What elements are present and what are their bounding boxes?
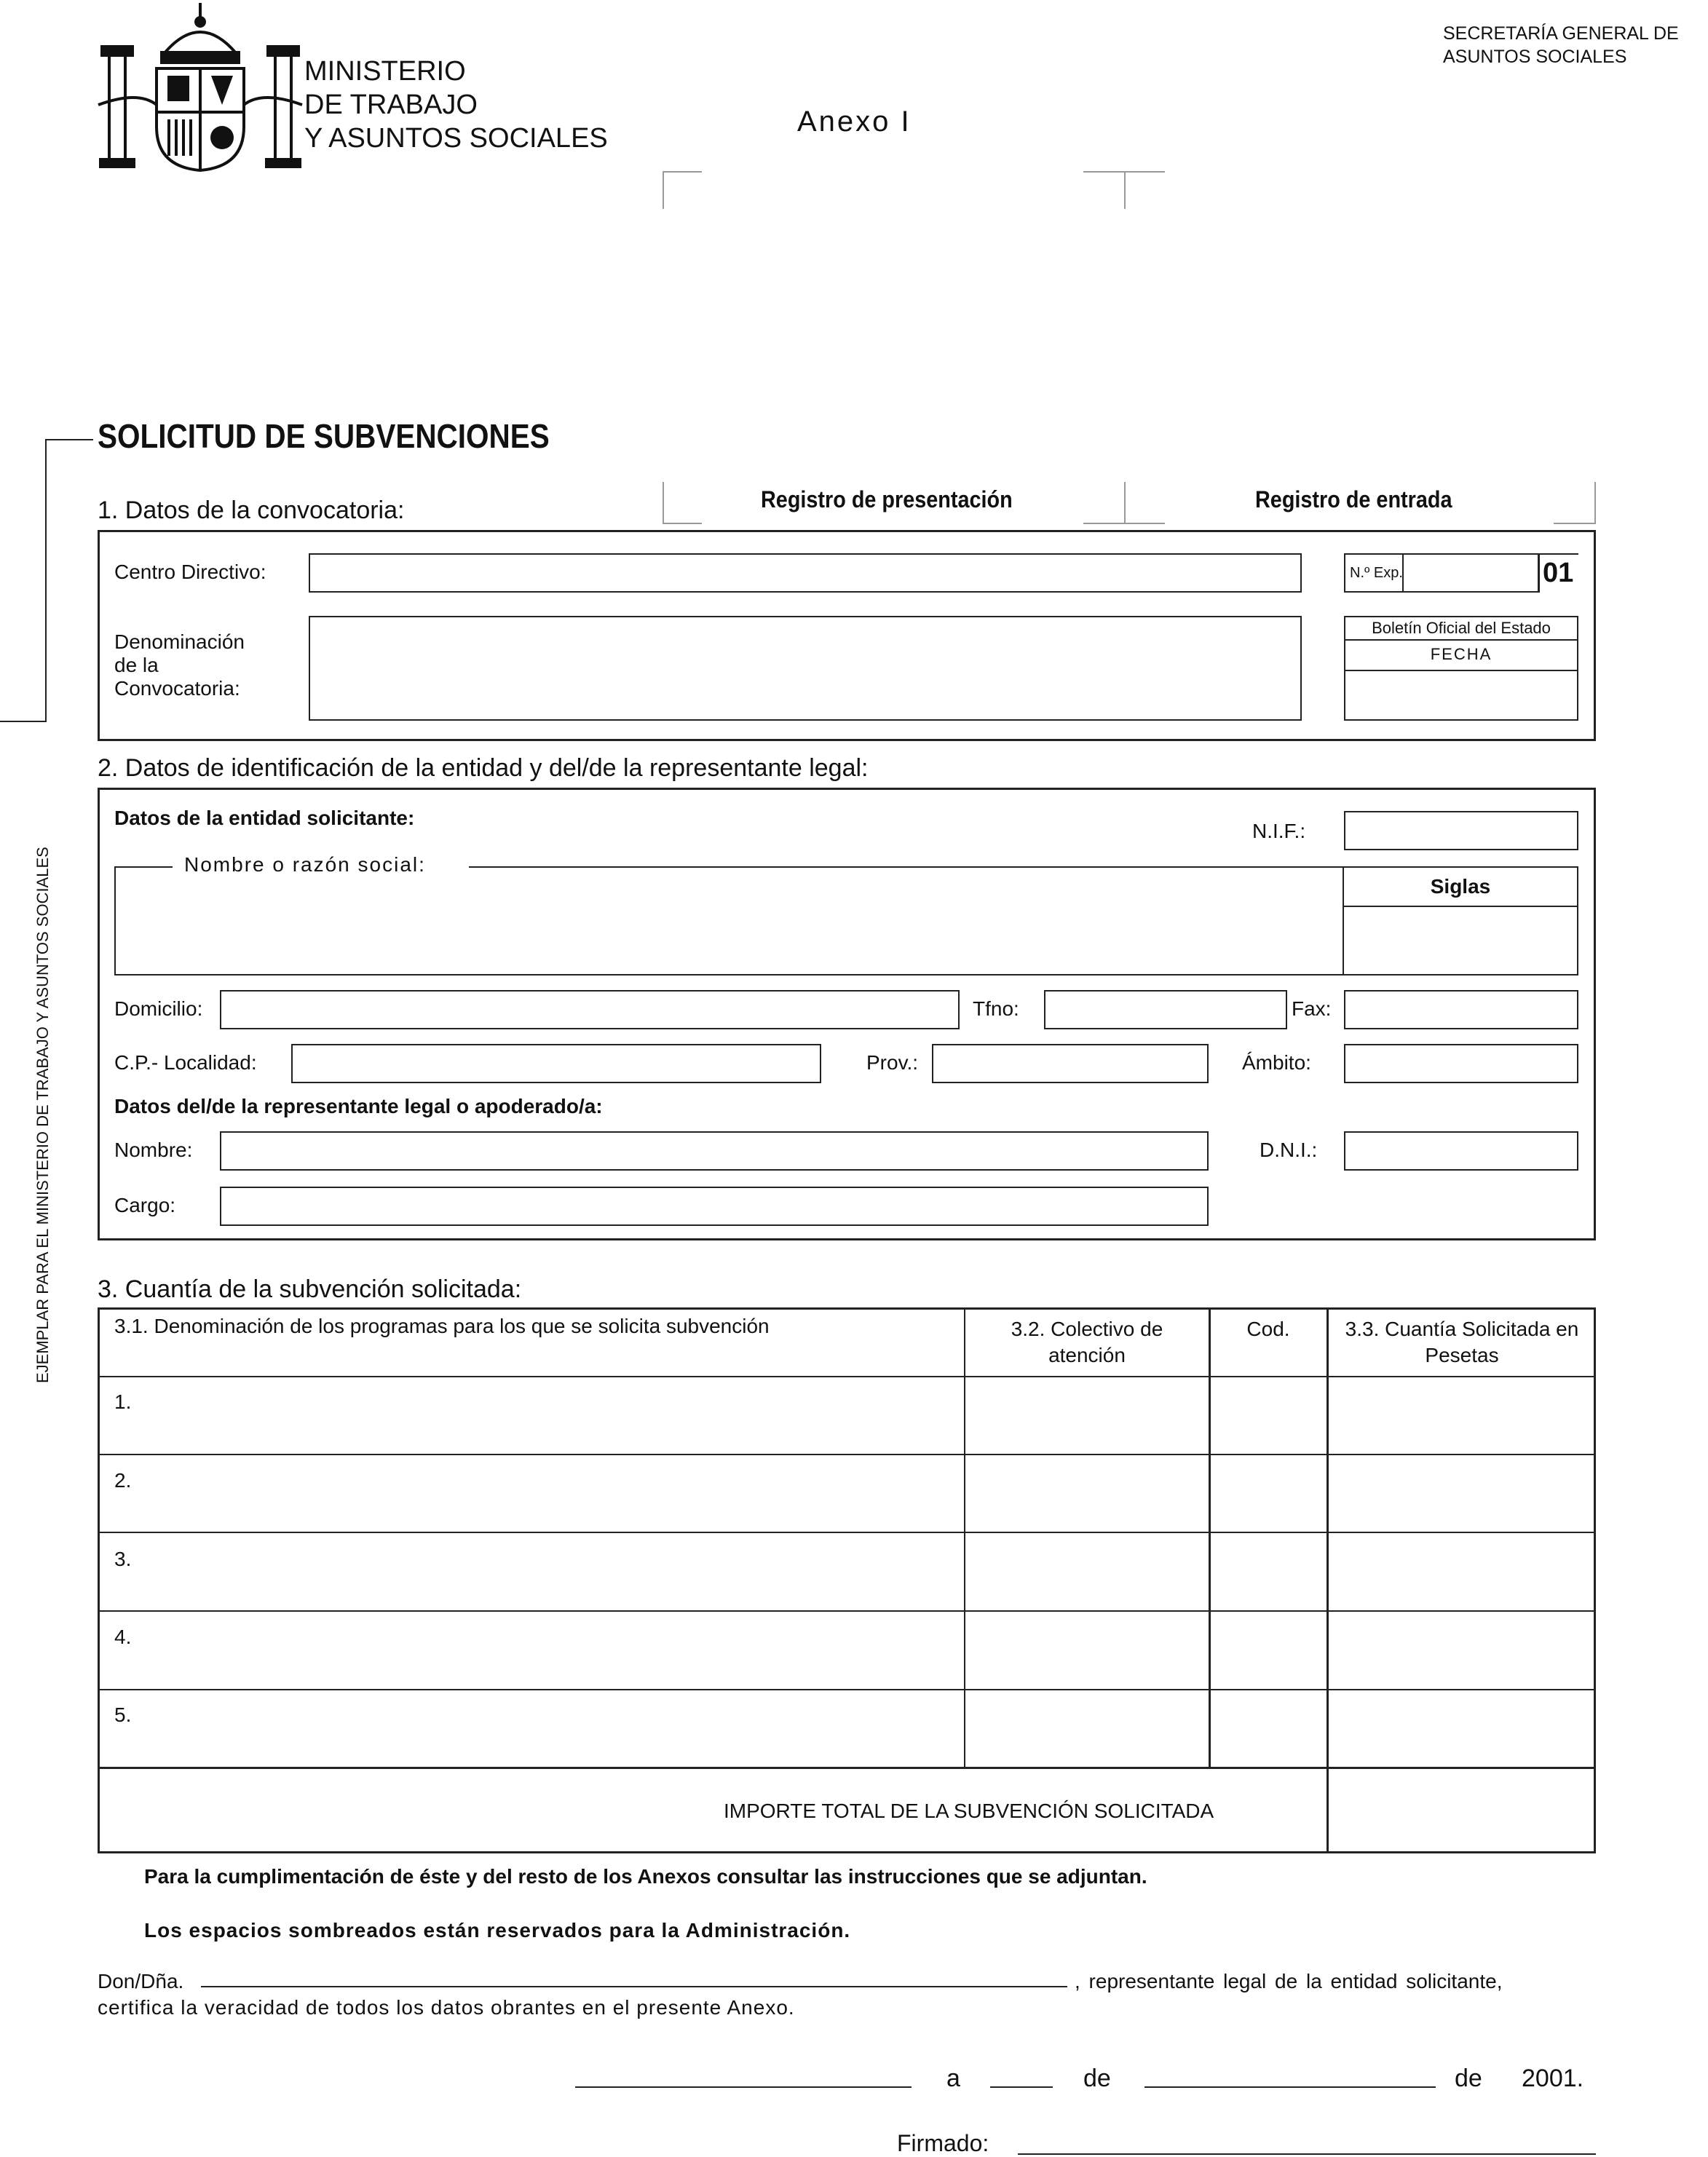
nexp-code: 01 <box>1543 558 1574 588</box>
col2-header-line-2: atención <box>1048 1344 1126 1366</box>
siglas-label: Siglas <box>1430 875 1491 898</box>
table-row-line <box>98 1532 1596 1533</box>
registro-entrada-label: Registro de entrada <box>1255 486 1452 512</box>
section2-heading: 2. Datos de identificación de la entidad y del/de la representante legal: <box>98 754 869 782</box>
domicilio-label: Domicilio: <box>114 997 203 1020</box>
nexp-divider <box>1402 555 1404 593</box>
corner-mark <box>663 171 664 209</box>
prov-field[interactable] <box>932 1044 1209 1083</box>
centro-directivo-label: Centro Directivo: <box>114 561 266 583</box>
firmado-line[interactable] <box>1018 2153 1596 2155</box>
ambito-label: Ámbito: <box>1242 1051 1311 1074</box>
cargo-field[interactable] <box>220 1187 1209 1226</box>
instrucciones-note: Para la cumplimentación de éste y del resto de los Anexos consultar las instrucciones que se adjuntan. <box>144 1865 1147 1888</box>
numero-expediente-box <box>1344 553 1578 593</box>
corner-mark <box>663 171 702 173</box>
ambito-field[interactable] <box>1344 1044 1578 1083</box>
siglas-field[interactable] <box>1344 907 1577 974</box>
fecha-label: FECHA <box>1430 645 1492 663</box>
boe-divider <box>1345 639 1577 641</box>
secretaria-line-2: ASUNTOS SOCIALES <box>1443 47 1627 67</box>
tfno-field[interactable] <box>1044 990 1287 1029</box>
razon-social-field[interactable] <box>116 868 1343 974</box>
don-label: Don/Dña. <box>98 1970 184 1992</box>
entidad-heading: Datos de la entidad solicitante: <box>114 807 415 829</box>
nexp-label: N.º Exp. <box>1350 565 1403 581</box>
corner-mark <box>1594 482 1596 523</box>
col4-header-line-2: Pesetas <box>1425 1344 1499 1366</box>
nombre-field[interactable] <box>220 1131 1209 1171</box>
side-copy-label: EJEMPLAR PARA EL MINISTERIO DE TRABAJO Y ASUNTOS SOCIALES <box>33 847 52 1383</box>
don-signature-line[interactable] <box>201 1986 1067 1987</box>
denominacion-label <box>114 630 245 700</box>
ministry-name <box>304 55 608 155</box>
col4-header-line-1: 3.3. Cuantía Solicitada en <box>1345 1318 1579 1340</box>
de-label-2: de <box>1455 2065 1482 2092</box>
ministry-line-3: Y ASUNTOS SOCIALES <box>304 123 608 154</box>
annex-title: Anexo I <box>797 106 912 138</box>
cp-localidad-label: C.P.- Localidad: <box>114 1051 257 1074</box>
dni-field[interactable] <box>1344 1131 1578 1171</box>
corner-mark <box>1124 482 1126 523</box>
coat-of-arms-logo <box>95 3 306 172</box>
de-label-1: de <box>1083 2065 1111 2092</box>
year-label: 2001. <box>1522 2065 1584 2092</box>
denominacion-line-1: Denominación <box>114 630 245 653</box>
table-row-line <box>98 1610 1596 1612</box>
nif-label: N.I.F.: <box>1252 820 1306 842</box>
centro-directivo-field[interactable] <box>309 553 1302 593</box>
col2-header-line-1: 3.2. Colectivo de <box>1011 1318 1163 1340</box>
corner-mark <box>663 482 664 523</box>
corner-mark <box>1554 523 1596 524</box>
secretaria-line-1: SECRETARÍA GENERAL DE <box>1443 23 1679 44</box>
col1-header: 3.1. Denominación de los programas para los que se solicita subvención <box>114 1315 770 1337</box>
ministry-line-1: MINISTERIO <box>304 56 466 87</box>
fax-label: Fax: <box>1292 997 1332 1020</box>
form-title: SOLICITUD DE SUBVENCIONES <box>98 417 550 455</box>
denominacion-line-2: de la <box>114 654 159 676</box>
nombre-label: Nombre: <box>114 1139 193 1161</box>
table-col-divider <box>1327 1307 1329 1853</box>
certifica-text: certifica la veracidad de todos los datos obrantes en el presente Anexo. <box>98 1996 795 2019</box>
table-row-label: 3. <box>114 1548 132 1570</box>
representante-heading: Datos del/de la representante legal o apoderado/a: <box>114 1095 603 1117</box>
nif-field[interactable] <box>1344 811 1578 850</box>
denominacion-field[interactable] <box>309 616 1302 721</box>
table-row-label: 2. <box>114 1469 132 1492</box>
section1-heading: 1. Datos de la convocatoria: <box>98 496 405 524</box>
razon-social-bottom-line <box>114 974 1345 975</box>
razon-social-label: Nombre o razón social: <box>184 853 426 876</box>
day-line[interactable] <box>990 2086 1053 2088</box>
margin-bracket <box>45 439 47 721</box>
tfno-label: Tfno: <box>973 997 1019 1020</box>
boe-fecha-box <box>1344 616 1578 721</box>
corner-mark <box>663 523 702 524</box>
table-row-line <box>98 1689 1596 1690</box>
month-line[interactable] <box>1144 2086 1436 2088</box>
sombreados-note: Los espacios sombreados están reservados para la Administración. <box>144 1919 851 1942</box>
table-row-label: 5. <box>114 1703 132 1726</box>
cp-localidad-field[interactable] <box>291 1044 821 1083</box>
registro-presentacion-label: Registro de presentación <box>761 486 1013 512</box>
denominacion-line-3: Convocatoria: <box>114 677 240 700</box>
importe-total-field[interactable] <box>1329 1769 1593 1851</box>
fecha-divider <box>1345 670 1577 671</box>
ministry-line-2: DE TRABAJO <box>304 90 478 120</box>
a-label: a <box>946 2065 960 2092</box>
fax-field[interactable] <box>1344 990 1578 1029</box>
margin-bracket <box>0 721 47 722</box>
cargo-label: Cargo: <box>114 1194 176 1216</box>
col2-header <box>965 1316 1209 1369</box>
corner-mark <box>1124 171 1126 209</box>
col4-header <box>1328 1316 1596 1369</box>
col3-header: Cod. <box>1246 1318 1290 1340</box>
domicilio-field[interactable] <box>220 990 960 1029</box>
siglas-box <box>1343 866 1578 975</box>
prov-label: Prov.: <box>866 1051 919 1074</box>
place-line[interactable] <box>575 2086 912 2088</box>
boe-label: Boletín Oficial del Estado <box>1372 619 1551 637</box>
importe-total-label: IMPORTE TOTAL DE LA SUBVENCIÓN SOLICITADA <box>724 1800 1214 1822</box>
dni-label: D.N.I.: <box>1260 1139 1318 1161</box>
representante-text: , representante legal de la entidad solicitante, <box>1075 1970 1503 1992</box>
nexp-code-box <box>1538 555 1578 593</box>
table-header-line <box>98 1376 1596 1377</box>
corner-mark <box>1083 523 1165 524</box>
secretaria-name <box>1443 22 1679 68</box>
table-row-label: 4. <box>114 1626 132 1648</box>
section3-heading: 3. Cuantía de la subvención solicitada: <box>98 1275 522 1303</box>
margin-bracket <box>45 439 93 440</box>
table-row-label: 1. <box>114 1390 132 1413</box>
table-row-line <box>98 1454 1596 1455</box>
firmado-label: Firmado: <box>897 2130 989 2156</box>
